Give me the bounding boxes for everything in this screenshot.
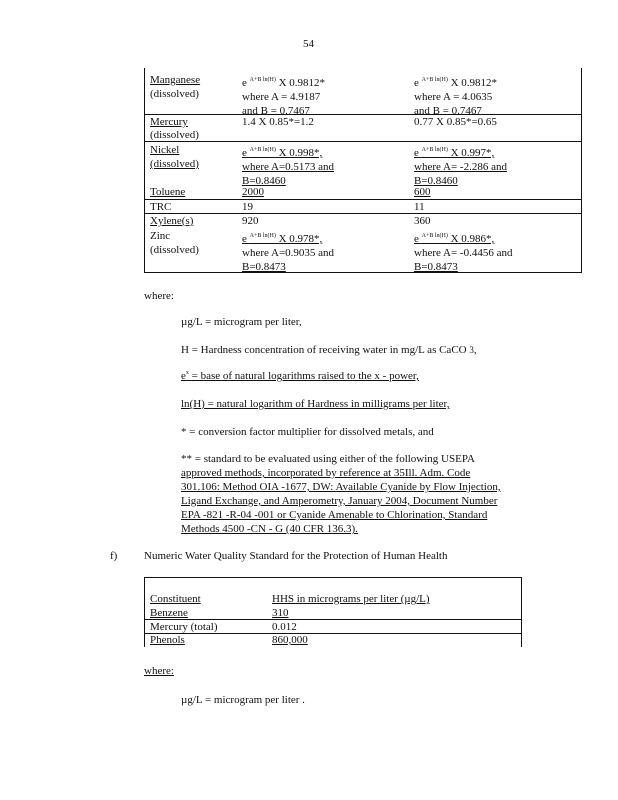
table-row-trc-name: TRC: [150, 201, 172, 213]
hhs-header-value: HHS in micrograms per liter (µg/L): [272, 593, 430, 605]
definition-ln: ln(H) = natural logarithm of Hardness in milligrams per liter,: [181, 398, 450, 410]
definition-conversion: * = conversion factor multiplier for dissolved metals, and: [181, 426, 434, 438]
table-row-zinc-name: Zinc (dissolved): [150, 230, 199, 256]
table-row-zinc-col1: e $^{A+B ln(H)}$ X 0.978*, where A=0.9035 and B=0.8473: [242, 233, 335, 273]
table-row-nickel-name: Nickel (dissolved): [150, 144, 199, 170]
table-row-toluene-name: Toluene: [150, 186, 186, 198]
where-label-2: where:: [144, 665, 174, 677]
hhs-row-benzene-name: Benzene: [150, 607, 188, 619]
table-row-manganese-col1: e $^{A+B ln(H)}$ X 0.9812* where A = 4.9187 and B = 0.7467: [242, 77, 326, 117]
table-row-mercury-col1: 1.4 X 0.85*=1.2: [242, 116, 314, 128]
table-row-manganese-name: Manganese (dissolved): [150, 74, 201, 100]
final-definition: µg/L = microgram per liter .: [181, 694, 305, 706]
table-row-toluene-col2: 600: [414, 186, 431, 198]
table-row-trc-col2: 11: [414, 201, 425, 213]
table-row-xylene-col2: 360: [414, 215, 431, 227]
hhs-row-phenols-value: 860,000: [272, 634, 308, 646]
hhs-row-phenols-name: Phenols: [150, 634, 185, 646]
where-label: where:: [144, 290, 174, 302]
table-row-nickel-col2: e $^{A+B ln(H)}$ X 0.997*, where A= -2.286 and B=0.8460: [414, 147, 507, 187]
table-row-zinc-col2: e $^{A+B ln(H)}$ X 0.986*, where A= -0.4456 and B=0.8473: [414, 233, 513, 273]
hhs-row-benzene-value: 310: [272, 607, 289, 619]
table-row-xylene-col1: 920: [242, 215, 259, 227]
table-row-manganese-col2: e $^{A+B ln(H)}$ X 0.9812* where A = 4.0635 and B = 0.7467: [414, 77, 498, 117]
page-number: 54: [303, 38, 314, 50]
hhs-header-constituent: Constituent: [150, 593, 201, 605]
section-f-label: f): [110, 550, 118, 562]
definition-hardness: H = Hardness concentration of receiving water in mg/L as CaCO 3,: [181, 344, 477, 356]
section-f-title: Numeric Water Quality Standard for the Protection of Human Health: [144, 550, 448, 562]
table-row-mercury-name: Mercury (dissolved): [150, 116, 199, 141]
table-row-xylene-name: Xylene(s): [150, 215, 194, 227]
standard-note: ** = standard to be evaluated using either of the following USEPA approved methods, incorporated by reference at 35Ill. Adm. Code 301.106: Method OIA -1677, DW: Available Cyanide by Flow Injection, Ligand Exchange, and Amperometry, January 2004, Document Number EPA -821 -R-04 -001 or Cyanide Amenable to Chlorination, Standard Methods 4500 -CN - G (40 CFR 136.3).: [181, 453, 501, 535]
definition-microgram: µg/L = microgram per liter,: [181, 316, 302, 328]
hhs-row-mercury-name: Mercury (total): [150, 621, 218, 633]
hhs-row-mercury-value: 0.012: [272, 621, 297, 633]
table-row-nickel-col1: e $^{A+B ln(H)}$ X 0.998*, where A=0.5173 and B=0.8460: [242, 147, 335, 187]
table-row-mercury-col2: 0.77 X 0.85*=0.65: [414, 116, 497, 128]
table-row-trc-col1: 19: [242, 201, 253, 213]
table-row-toluene-col1: 2000: [242, 186, 264, 198]
definition-ex: $e^x$ = base of natural logarithms raised to the x - power,: [181, 370, 419, 382]
